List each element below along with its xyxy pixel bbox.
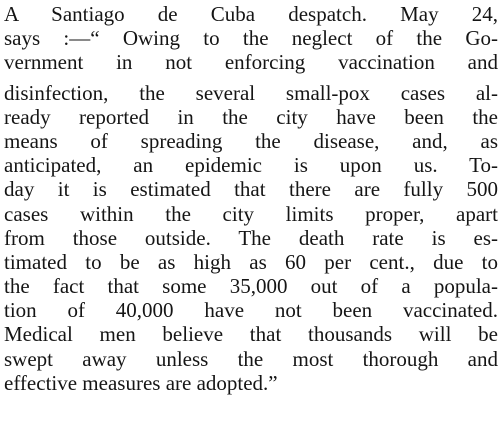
article-text [4, 2, 498, 395]
text-line: the fact that some 35,000 out of a popula- [4, 274, 498, 299]
text-line: vernment in not enforcing vaccination and [4, 50, 498, 75]
text-line: timated to be as high as 60 per cent., due to [4, 249, 498, 274]
text-line: means of spreading the disease, and, as [4, 128, 498, 153]
text-line: ready reported in the city have been the [4, 104, 498, 129]
text-line: from those outside. The death rate is es- [4, 225, 498, 250]
text-line: effective measures are adopted.” [4, 370, 278, 395]
text-line: swept away unless the most thorough and [4, 346, 498, 371]
text-line: day it is estimated that there are fully 500 [4, 177, 498, 202]
text-line: tion of 40,000 have not been vaccinated. [4, 298, 498, 323]
text-line: cases within the city limits proper, apart [4, 201, 498, 226]
text-line: disinfection, the several small-pox cases al- [4, 80, 498, 105]
text-line: A Santiago de Cuba despatch. May 24, [4, 2, 498, 26]
text-line: Medical men believe that thousands will be [4, 322, 498, 347]
text-line: says :—“ Owing to the neglect of the Go- [4, 26, 498, 51]
text-line: anticipated, an epidemic is upon us. To- [4, 153, 498, 178]
